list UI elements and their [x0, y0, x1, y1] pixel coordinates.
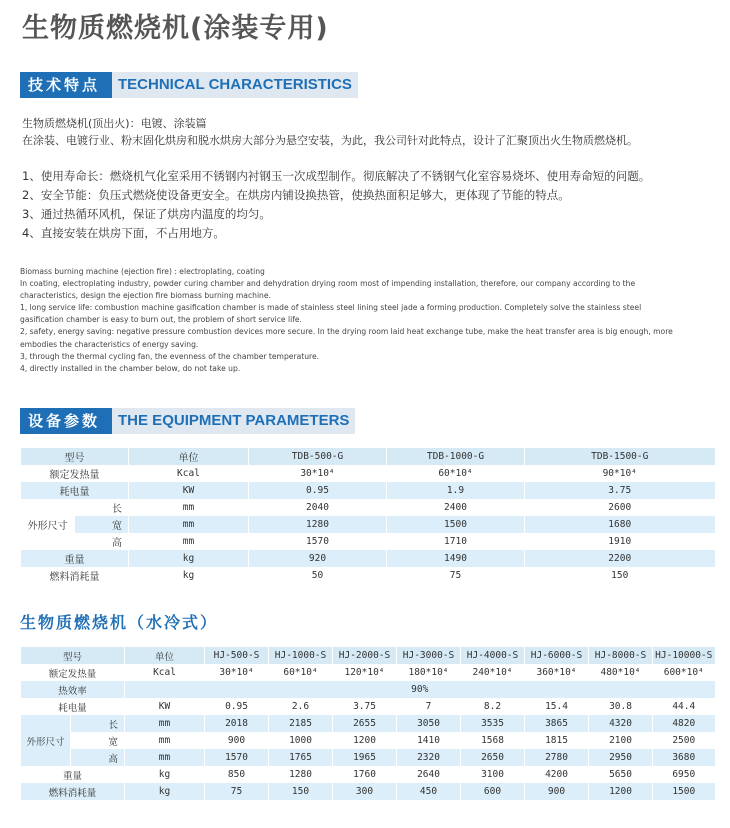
water-cooled-title: 生物质燃烧机（水冷式） [20, 613, 219, 632]
cell: 7 [397, 698, 461, 715]
cell: 60*10⁴ [269, 664, 333, 681]
cell: 3680 [653, 749, 715, 766]
cell: 600 [461, 783, 525, 800]
cell: 3535 [461, 715, 525, 732]
row-unit: mm [129, 533, 249, 550]
row-unit: KW [125, 698, 205, 715]
cell: 850 [205, 766, 269, 783]
header-model: 型号 [21, 448, 129, 465]
header-model-col: HJ-8000-S [589, 647, 653, 664]
header-model-col: HJ-500-S [205, 647, 269, 664]
header-model-col: HJ-10000-S [653, 647, 715, 664]
cell: 1500 [387, 516, 525, 533]
cell: 0.95 [205, 698, 269, 715]
row-label: 额定发热量 [21, 465, 129, 482]
cell: 3100 [461, 766, 525, 783]
cell: 2200 [525, 550, 715, 567]
cell: 2950 [589, 749, 653, 766]
row-label: 燃料消耗量 [21, 783, 125, 800]
table-row [21, 749, 715, 766]
cell: 1280 [249, 516, 387, 533]
cell: 8.2 [461, 698, 525, 715]
cell: 1710 [387, 533, 525, 550]
table-row [21, 783, 715, 800]
header-model: 型号 [21, 647, 125, 664]
cell: 2655 [333, 715, 397, 732]
row-label: 耗电量 [21, 482, 129, 499]
row-label: 长 [71, 715, 125, 732]
row-label: 高 [71, 749, 125, 766]
row-unit: Kcal [129, 465, 249, 482]
cell: 240*10⁴ [461, 664, 525, 681]
cell: 75 [205, 783, 269, 800]
row-unit: mm [125, 749, 205, 766]
tech-intro-line-2: 在涂装、电镀行业、粉末固化烘房和脱水烘房大部分为悬空安装，为此，我公司针对此特点，设计了汇聚顶出火生物质燃烧机。 [22, 134, 638, 147]
cell: 0.95 [249, 482, 387, 499]
efficiency-value: 90% [125, 681, 715, 698]
table-row [21, 550, 715, 567]
header-model-col: HJ-3000-S [397, 647, 461, 664]
cell: 300 [333, 783, 397, 800]
cell: 3865 [525, 715, 589, 732]
cell: 1570 [205, 749, 269, 766]
cell: 4320 [589, 715, 653, 732]
english-line: 4, directly installed in the chamber below, do not take up. [20, 363, 241, 373]
row-unit: mm [125, 715, 205, 732]
tech-header-cn: 技术特点 [20, 72, 112, 98]
cell: 30*10⁴ [205, 664, 269, 681]
row-label: 重量 [21, 550, 129, 567]
cell: 1280 [269, 766, 333, 783]
table-row [21, 766, 715, 783]
header-model-col: TDB-1000-G [387, 448, 525, 465]
english-line: Biomass burning machine (ejection fire) : electroplating, coating [20, 267, 265, 276]
cell: 450 [397, 783, 461, 800]
cell: 2185 [269, 715, 333, 732]
cell: 2640 [397, 766, 461, 783]
english-line: In coating, electroplating industry, powder curing chamber and dehydration drying room most of impending installation, therefore, our company according to the characteristics, design the ejection fire biomass burning machine. [20, 279, 636, 301]
row-label: 额定发热量 [21, 664, 125, 681]
cell: 1765 [269, 749, 333, 766]
cell: 1410 [397, 732, 461, 749]
table-row [21, 715, 715, 732]
cell: 150 [269, 783, 333, 800]
header-unit: 单位 [129, 448, 249, 465]
equip-header-en: THE EQUIPMENT PARAMETERS [112, 408, 355, 434]
table-row [21, 732, 715, 749]
cell: 2.6 [269, 698, 333, 715]
table-row [21, 482, 715, 499]
group-label: 外形尺寸 [21, 499, 75, 550]
row-unit: mm [129, 499, 249, 516]
row-label: 燃料消耗量 [21, 567, 129, 584]
cell: 900 [525, 783, 589, 800]
cell: 2400 [387, 499, 525, 516]
header-unit: 单位 [125, 647, 205, 664]
cell: 1680 [525, 516, 715, 533]
row-label: 宽 [75, 516, 129, 533]
row-unit: Kcal [125, 664, 205, 681]
cell: 60*10⁴ [387, 465, 525, 482]
row-unit: mm [129, 516, 249, 533]
cell: 1568 [461, 732, 525, 749]
cell: 2600 [525, 499, 715, 516]
row-unit: kg [129, 550, 249, 567]
table-row [21, 664, 715, 681]
english-line: 3, through the thermal cycling fan, the evenness of the chamber temperature. [20, 351, 320, 361]
cell: 1910 [525, 533, 715, 550]
english-line: 2, safety, energy saving: negative pressure combustion devices more secure. In the drying room laid heat exchange tube, make the heat transfer area is big enough, more embodies the characteristics of energy saving. [20, 327, 673, 349]
tech-section-header [20, 72, 358, 98]
cell: 120*10⁴ [333, 664, 397, 681]
row-unit: kg [125, 766, 205, 783]
header-model-col: TDB-1500-G [525, 448, 715, 465]
row-label: 热效率 [21, 681, 125, 698]
header-model-col: HJ-1000-S [269, 647, 333, 664]
cell: 900 [205, 732, 269, 749]
cell: 1760 [333, 766, 397, 783]
cell: 15.4 [525, 698, 589, 715]
equip-header-cn: 设备参数 [20, 408, 112, 434]
equip-section-header [20, 408, 355, 434]
row-label: 重量 [21, 766, 125, 783]
cell: 50 [249, 567, 387, 584]
cell: 4200 [525, 766, 589, 783]
table-row [21, 465, 715, 482]
cell: 30*10⁴ [249, 465, 387, 482]
cell: 5650 [589, 766, 653, 783]
page-title: 生物质燃烧机(涂装专用) [22, 13, 329, 44]
english-line: 1, long service life: combustion machine gasification chamber is made of stainless steel lining steel jade a forming production. Completely solve the stainless steel gasification chamber is easy to burn out, the problem of short service life. [20, 303, 642, 325]
cell: 2780 [525, 749, 589, 766]
tech-points-list [22, 167, 650, 243]
cell: 2650 [461, 749, 525, 766]
cell: 360*10⁴ [525, 664, 589, 681]
table-row [21, 567, 715, 584]
cell: 180*10⁴ [397, 664, 461, 681]
cell: 2320 [397, 749, 461, 766]
cell: 1570 [249, 533, 387, 550]
cell: 1.9 [387, 482, 525, 499]
tech-point: 1、使用寿命长：燃烧机气化室采用不锈钢内衬钢玉一次成型制作。彻底解决了不锈钢气化室容易烧坏、使用寿命短的问题。 [22, 169, 651, 183]
cell: 1000 [269, 732, 333, 749]
equipment-table [20, 448, 715, 584]
cell: 6950 [653, 766, 715, 783]
cell: 480*10⁴ [589, 664, 653, 681]
row-label: 高 [75, 533, 129, 550]
cell: 2040 [249, 499, 387, 516]
cell: 3.75 [525, 482, 715, 499]
tech-point: 4、直接安装在烘房下面，不占用地方。 [22, 226, 225, 240]
cell: 150 [525, 567, 715, 584]
header-model-col: HJ-6000-S [525, 647, 589, 664]
row-label: 宽 [71, 732, 125, 749]
tech-header-en: TECHNICAL CHARACTERISTICS [112, 72, 358, 98]
cell: 1500 [653, 783, 715, 800]
row-unit: kg [129, 567, 249, 584]
cell: 600*10⁴ [653, 664, 715, 681]
cell: 2100 [589, 732, 653, 749]
cell: 3.75 [333, 698, 397, 715]
cell: 2018 [205, 715, 269, 732]
table-header-row [21, 448, 715, 465]
cell: 75 [387, 567, 525, 584]
row-unit: mm [125, 732, 205, 749]
header-model-col: HJ-4000-S [461, 647, 525, 664]
row-label: 长 [75, 499, 129, 516]
tech-point: 3、通过热循环风机，保证了烘房内温度的均匀。 [22, 207, 271, 221]
cell: 1200 [333, 732, 397, 749]
cell: 3050 [397, 715, 461, 732]
header-model-col: TDB-500-G [249, 448, 387, 465]
table-row [21, 533, 715, 550]
cell: 90*10⁴ [525, 465, 715, 482]
row-unit: kg [125, 783, 205, 800]
cell: 1815 [525, 732, 589, 749]
english-description [20, 266, 680, 375]
cell: 1965 [333, 749, 397, 766]
table-row [21, 499, 715, 516]
water-cooled-table [20, 647, 715, 800]
row-unit: KW [129, 482, 249, 499]
cell: 2500 [653, 732, 715, 749]
cell: 44.4 [653, 698, 715, 715]
tech-point: 2、安全节能：负压式燃烧使设备更安全。在烘房内铺设换热管，使换热面积足够大，更体现了节能的特点。 [22, 188, 570, 202]
tech-intro-line-1: 生物质燃烧机(顶出火)：电镀、涂装篇 [22, 117, 207, 130]
cell: 920 [249, 550, 387, 567]
table-row [21, 698, 715, 715]
header-model-col: HJ-2000-S [333, 647, 397, 664]
cell: 4820 [653, 715, 715, 732]
table-row [21, 516, 715, 533]
table-header-row [21, 647, 715, 664]
group-label: 外形尺寸 [21, 715, 71, 766]
table-row [21, 681, 715, 698]
cell: 1200 [589, 783, 653, 800]
cell: 1490 [387, 550, 525, 567]
cell: 30.8 [589, 698, 653, 715]
row-label: 耗电量 [21, 698, 125, 715]
